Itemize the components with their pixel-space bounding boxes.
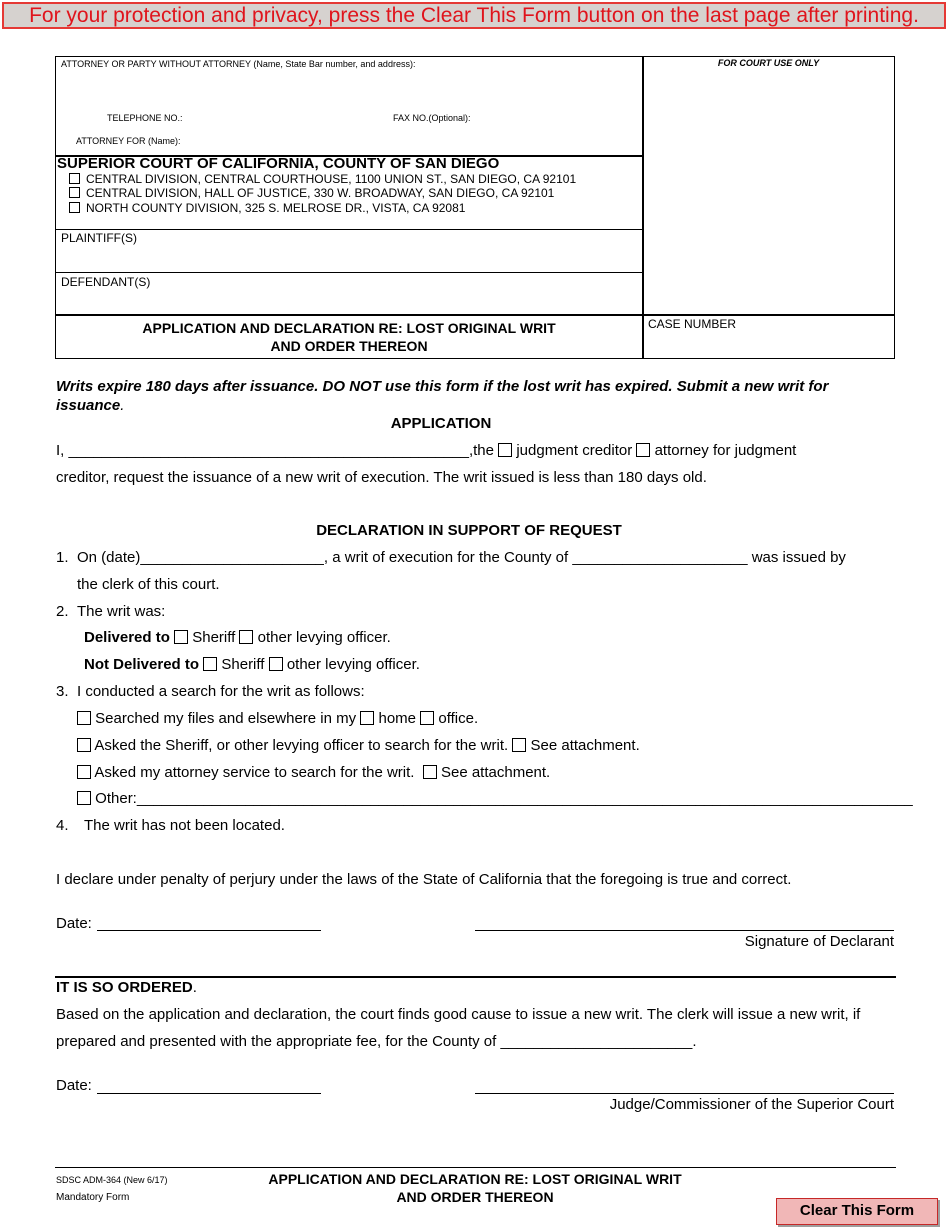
application-line: I, ________________________________________________,the judgment creditor attorney for judgment (56, 442, 797, 459)
not-delivered-to-row: Not Delivered to Sheriff other levying officer. (84, 656, 420, 673)
application-line-2: creditor, request the issuance of a new writ of execution. The writ issued is less than 180 days old. (56, 469, 707, 486)
telephone-label: TELEPHONE NO.: (107, 113, 183, 123)
attorney-label: ATTORNEY OR PARTY WITHOUT ATTORNEY (Name, State Bar number, and address): (61, 59, 416, 69)
privacy-banner: For your protection and privacy, press the Clear This Form button on the last page after printing. (2, 2, 946, 29)
order-text-1: Based on the application and declaration, the court finds good cause to issue a new writ. The clerk will issue a new writ, if (56, 1006, 861, 1023)
expiry-notice: Writs expire 180 days after issuance. DO NOT use this form if the lost writ has expired. Submit a new writ for (56, 378, 829, 395)
item-4-number: 4. (56, 817, 69, 834)
caption-rule (55, 314, 895, 316)
case-number-label: CASE NUMBER (648, 317, 737, 331)
not-delivered-sheriff-checkbox[interactable] (203, 657, 217, 671)
judge-label: Judge/Commissioner of the Superior Court (609, 1096, 894, 1113)
division-central-courthouse[interactable]: CENTRAL DIVISION, CENTRAL COURTHOUSE, 1100 UNION ST., SAN DIEGO, CA 92101 (69, 172, 576, 186)
order-heading: IT IS SO ORDERED. (56, 979, 197, 996)
office-checkbox[interactable] (420, 711, 434, 725)
searched-row: Searched my files and elsewhere in my home office. (77, 710, 478, 727)
checkbox[interactable] (69, 187, 80, 198)
caption-rule (55, 229, 643, 230)
asked-sheriff-row: Asked the Sheriff, or other levying officer to search for the writ. See attachment. (77, 737, 640, 754)
declarant-date-label: Date: (56, 915, 92, 932)
item-1-number: 1. (56, 549, 69, 566)
other-checkbox[interactable] (77, 791, 91, 805)
attorney-checkbox[interactable] (636, 443, 650, 457)
sheriff-attachment-checkbox[interactable] (512, 738, 526, 752)
attorney-attachment-checkbox[interactable] (423, 765, 437, 779)
item-2-text: The writ was: (77, 603, 166, 620)
defendant-label: DEFENDANT(S) (61, 275, 151, 289)
order-text-2[interactable]: prepared and presented with the appropriate fee, for the County of _______________________. (56, 1033, 697, 1050)
other-row (77, 790, 913, 807)
other-field[interactable]: Other:_____________________________________________________________________________________________ (95, 790, 913, 807)
form-title: APPLICATION AND DECLARATION RE: LOST ORIGINAL WRIT AND ORDER THEREON (142, 320, 556, 354)
item-1-text[interactable]: On (date)______________________, a writ of execution for the County of _____________________ was issued by (77, 549, 846, 566)
declarant-signature-field[interactable] (475, 930, 894, 931)
order-divider (55, 976, 896, 978)
judge-signature-field[interactable] (475, 1093, 894, 1094)
delivered-other-checkbox[interactable] (239, 630, 253, 644)
footer-title: APPLICATION AND DECLARATION RE: LOST ORIGINAL WRIT AND ORDER THEREON (268, 1171, 682, 1205)
judgment-creditor-checkbox[interactable] (498, 443, 512, 457)
order-date-label: Date: (56, 1077, 92, 1094)
declaration-heading: DECLARATION IN SUPPORT OF REQUEST (316, 522, 622, 539)
searched-checkbox[interactable] (77, 711, 91, 725)
delivered-to-row: Delivered to Sheriff other levying officer. (84, 629, 391, 646)
not-delivered-other-checkbox[interactable] (269, 657, 283, 671)
division-hall-of-justice[interactable]: CENTRAL DIVISION, HALL OF JUSTICE, 330 W. BROADWAY, SAN DIEGO, CA 92101 (69, 186, 554, 200)
item-3-text: I conducted a search for the writ as follows: (77, 683, 365, 700)
caption-rule (55, 272, 643, 273)
item-2-number: 2. (56, 603, 69, 620)
fax-label: FAX NO.(Optional): (393, 113, 471, 123)
plaintiff-label: PLAINTIFF(S) (61, 231, 138, 245)
mandatory-form-label: Mandatory Form (56, 1192, 130, 1203)
division-north-county[interactable]: NORTH COUNTY DIVISION, 325 S. MELROSE DR., VISTA, CA 92081 (69, 201, 465, 215)
expiry-notice-line2: issuance. (56, 397, 125, 414)
clear-form-button[interactable]: Clear This Form (776, 1198, 938, 1225)
asked-sheriff-checkbox[interactable] (77, 738, 91, 752)
checkbox[interactable] (69, 202, 80, 213)
home-checkbox[interactable] (360, 711, 374, 725)
item-4-text: The writ has not been located. (84, 817, 285, 834)
asked-attorney-row: Asked my attorney service to search for the writ. See attachment. (77, 764, 550, 781)
application-heading: APPLICATION (390, 415, 492, 432)
checkbox[interactable] (69, 173, 80, 184)
order-date-field[interactable] (97, 1093, 321, 1094)
attorney-for-label: ATTORNEY FOR (Name): (76, 136, 181, 146)
signature-label: Signature of Declarant (744, 933, 894, 950)
item-3-number: 3. (56, 683, 69, 700)
delivered-sheriff-checkbox[interactable] (174, 630, 188, 644)
applicant-name-field[interactable]: ________________________________________________ (68, 442, 469, 459)
court-use-label: FOR COURT USE ONLY (717, 58, 820, 68)
form-id: SDSC ADM-364 (New 6/17) (56, 1175, 168, 1185)
item-1-text-2: the clerk of this court. (77, 576, 220, 593)
asked-attorney-checkbox[interactable] (77, 765, 91, 779)
footer-divider (55, 1167, 896, 1168)
declarant-date-field[interactable] (97, 930, 321, 931)
penalty-statement: I declare under penalty of perjury under the laws of the State of California that the foregoing is true and correct. (56, 871, 792, 888)
court-name: SUPERIOR COURT OF CALIFORNIA, COUNTY OF SAN DIEGO (57, 155, 500, 172)
